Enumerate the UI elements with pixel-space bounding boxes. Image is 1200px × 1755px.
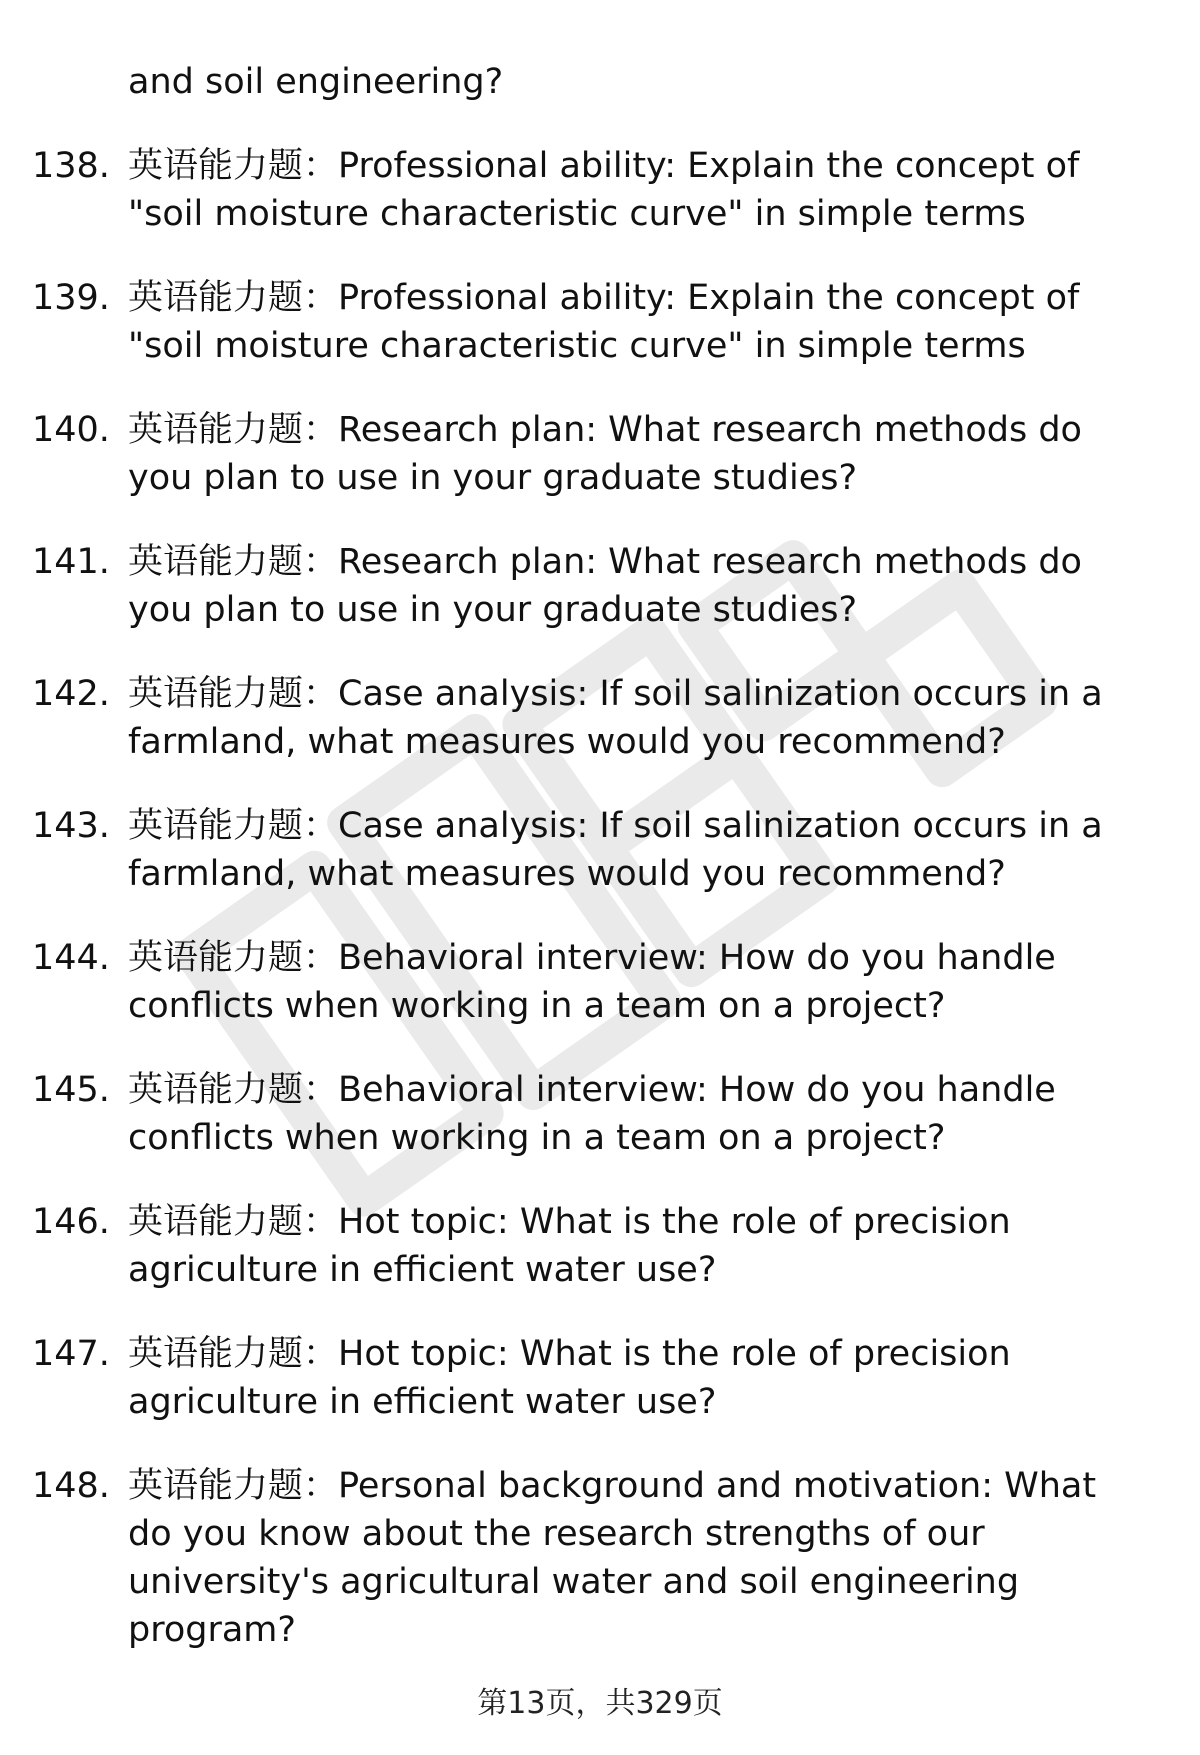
question-number: 146.: [32, 1202, 110, 1242]
previous-question-continuation: and soil engineering?: [128, 62, 504, 102]
question-category: 英语能力题：: [128, 1202, 339, 1242]
question-number: 141.: [32, 542, 110, 582]
question-category: 英语能力题：: [128, 410, 339, 450]
question-number: 139.: [32, 278, 110, 318]
question-number: 142.: [32, 674, 110, 714]
question-item: [0, 934, 1148, 1030]
question-item: [0, 802, 1148, 898]
question-text: Behavioral interview: How do you handle conflicts when working in a team on a project?: [128, 938, 1056, 1026]
question-number: 148.: [32, 1466, 110, 1506]
question-item: [0, 274, 1148, 370]
question-category: 英语能力题：: [128, 938, 339, 978]
question-item: [0, 670, 1148, 766]
page-footer: 第13页，共329页: [477, 1686, 723, 1721]
question-item: [0, 142, 1148, 238]
question-text: Professional ability: Explain the concept of "soil moisture characteristic curve" in simple terms: [128, 146, 1080, 234]
question-text: Personal background and motivation: What do you know about the research strengths of our university's agricultural water and soil engineering program?: [128, 1466, 1097, 1650]
question-number: 140.: [32, 410, 110, 450]
question-text: Hot topic: What is the role of precision agriculture in efficient water use?: [128, 1334, 1011, 1422]
question-text: Research plan: What research methods do you plan to use in your graduate studies?: [128, 542, 1082, 630]
question-number: 145.: [32, 1070, 110, 1110]
question-category: 英语能力题：: [128, 542, 339, 582]
question-text: Behavioral interview: How do you handle conflicts when working in a team on a project?: [128, 1070, 1056, 1158]
question-item: [0, 1066, 1148, 1162]
question-category: 英语能力题：: [128, 278, 339, 318]
question-category: 英语能力题：: [128, 1334, 339, 1374]
question-item: [0, 1462, 1148, 1654]
question-category: 英语能力题：: [128, 1466, 339, 1506]
question-item: [0, 1330, 1148, 1426]
document-body: [0, 58, 1200, 1654]
question-category: 英语能力题：: [128, 146, 339, 186]
question-list: [0, 142, 1200, 1654]
question-item: [0, 1198, 1148, 1294]
question-category: 英语能力题：: [128, 1070, 339, 1110]
question-category: 英语能力题：: [128, 674, 339, 714]
question-item: [0, 538, 1148, 634]
question-text: Professional ability: Explain the concept of "soil moisture characteristic curve" in simple terms: [128, 278, 1080, 366]
question-number: 138.: [32, 146, 110, 186]
question-item: [0, 406, 1148, 502]
question-number: 143.: [32, 806, 110, 846]
question-text: Case analysis: If soil salinization occurs in a farmland, what measures would you recommend?: [128, 674, 1103, 762]
question-text: Research plan: What research methods do you plan to use in your graduate studies?: [128, 410, 1082, 498]
question-text: Case analysis: If soil salinization occurs in a farmland, what measures would you recommend?: [128, 806, 1103, 894]
question-number: 144.: [32, 938, 110, 978]
question-number: 147.: [32, 1334, 110, 1374]
question-category: 英语能力题：: [128, 806, 339, 846]
question-text: Hot topic: What is the role of precision agriculture in efficient water use?: [128, 1202, 1011, 1290]
